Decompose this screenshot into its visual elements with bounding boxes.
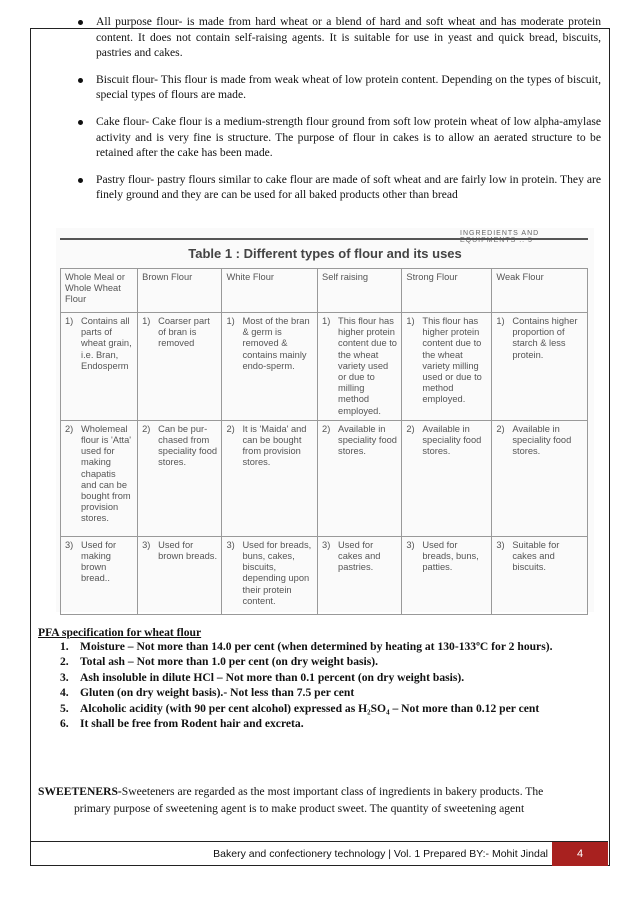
running-head: INGREDIENTS AND EQUIPMENTS :: 5 [460,230,540,244]
cell-text: Wholemeal flour is 'Atta' used for making chapatis and can be bought from provision stores. [81,423,132,524]
cell-text: Contains higher proportion of starch & less protein. [512,316,578,360]
bullet-biscuit-flour: Biscuit flour- This flour is made from weak wheat of low protein content. Depending on the types of biscuit, special types of flours are made. [96,72,601,102]
list-number: 1. [60,640,69,653]
sweeteners-paragraph [38,784,603,817]
cell-text: It is 'Maida' and can be bought from provision stores. [242,423,307,468]
cell-text: Available in speciality food stores. [422,423,482,457]
table-header-row [61,269,588,313]
item-number: 2) [496,423,505,434]
table-row [61,420,588,536]
item-number: 1) [65,316,74,326]
table-cell [492,313,588,421]
list-item [38,685,608,700]
cell-text: Used for making brown bread.. [81,539,117,584]
table-cell [138,313,222,421]
header-rule [60,238,588,240]
list-text: Ash insoluble in dilute HCl – Not more than 0.1 percent (on dry weight basis). [80,670,465,684]
table-row [61,313,588,421]
cell-text: Used for breads, buns, cakes, biscuits, depending upon their protein content. [242,539,312,606]
item-number: 3) [406,539,415,550]
list-number: 4. [60,686,69,700]
bullet-pastry-flour: Pastry flour- pastry flours similar to cake flour are made of soft wheat and are fairly low in protein. They are finely ground and they are can be used for all baked products other than bread [96,172,601,202]
list-item [38,701,608,716]
list-text: Total ash – Not more than 1.0 per cent (on dry weight basis). [80,655,379,669]
item-number: 2) [406,423,415,434]
list-item [38,716,608,731]
table-cell [402,536,492,614]
cell-text: Available in speciality food stores. [512,423,572,457]
page-number: 4 [552,842,608,866]
header-cell: White Flour [222,269,318,313]
table-cell [138,536,222,614]
header-cell: Brown Flour [138,269,222,313]
item-number: 2) [142,423,151,434]
cell-text: Contains all parts of wheat grain, i.e. Bran, Endosperm [81,316,132,371]
list-text: Gluten (on dry weight basis).- Not less than 7.5 per cent [80,686,355,700]
table-cell [402,420,492,536]
pfa-list [38,639,608,731]
item-number: 1) [496,316,505,326]
table-cell [138,420,222,536]
list-item [38,670,608,685]
list-text: Moisture – Not more than 14.0 per cent (when determined by heating at 130-133ºC for 2 hours). [80,640,553,653]
cell-text: Used for brown breads. [158,539,218,562]
table-cell [222,536,318,614]
table-cell [61,536,138,614]
cell-text: Available in speciality food stores. [338,423,397,457]
item-number: 1) [322,316,331,326]
cell-text: Coarser part of bran is removed [158,316,210,349]
table-cell [318,313,402,421]
list-number: 3. [60,670,69,684]
item-number: 3) [322,539,331,550]
item-number: 1) [142,316,151,326]
item-number: 2) [226,423,235,434]
pfa-specification [38,626,608,731]
cell-text: Used for cakes and pastries. [338,539,381,573]
pfa-heading: PFA specification for wheat flour [38,626,202,639]
flour-table-scan [56,228,594,612]
header-cell: Strong Flour [402,269,492,313]
bullet-all-purpose-flour: All purpose flour- is made from hard wheat or a blend of hard and soft wheat and has moderate protein content. It does not contain self-raising agents. It is suitable for use in yeast and quick bread, biscuits, pastries and cakes. [96,15,601,60]
cell-text: Suitable for cakes and biscuits. [512,539,560,573]
table-cell [61,420,138,536]
header-cell: Weak Flour [492,269,588,313]
table-row [61,536,588,614]
table-cell [61,313,138,421]
item-number: 3) [226,539,235,550]
sweeteners-heading: SWEETENERS- [38,785,122,798]
list-item [38,639,608,654]
cell-text: This flour has higher protein content due to the wheat variety milling used or due to method employed. [422,316,482,405]
bullet-cake-flour: Cake flour- Cake flour is a medium-strength flour ground from soft low protein wheat of low alpha-amylase activity and is very fine is structure. The purpose of flour in cakes is to allow an aerated structure to be retained after the cake has been made. [96,114,601,160]
table-cell [492,536,588,614]
table-cell [222,420,318,536]
sweeteners-text-line2: primary purpose of sweetening agent is to make product sweet. The quantity of sweetening agent [74,801,525,815]
list-number: 2. [60,655,69,669]
table-title: Table 1 : Different types of flour and its uses [188,246,462,261]
list-number: 5. [60,701,69,715]
item-number: 1) [406,316,415,326]
item-number: 2) [65,423,74,434]
list-text: It shall be free from Rodent hair and excreta. [80,717,304,731]
page-footer [30,841,608,866]
item-number: 3) [496,539,505,550]
header-cell: Whole Meal or Whole Wheat Flour [61,269,138,313]
table-cell [492,420,588,536]
table-cell [402,313,492,421]
list-text: Alcoholic acidity (with 90 per cent alcohol) expressed as H₂SO₄ – Not more than 0.12 per cent [80,701,540,715]
header-cell: Self raising [318,269,402,313]
item-number: 1) [226,316,235,326]
table-cell [318,420,402,536]
footer-text: Bakery and confectionery technology | Vol. 1 Prepared BY:- Mohit Jindal [213,848,548,860]
cell-text: Most of the bran & germ is removed & contains mainly endo-sperm. [242,316,310,371]
flour-types-table [60,268,588,615]
list-item [38,654,608,669]
table-cell [318,536,402,614]
item-number: 3) [142,539,151,550]
item-number: 2) [322,423,331,434]
cell-text: Used for breads, buns, patties. [422,539,479,573]
sweeteners-text-line1: Sweeteners are regarded as the most important class of ingredients in bakery products. The [121,785,544,798]
cell-text: Can be pur-chased from speciality food stores. [158,423,218,468]
item-number: 3) [65,539,74,550]
table-cell [222,313,318,421]
list-number: 6. [60,717,69,731]
cell-text: This flour has higher protein content due to the wheat variety used or due to milling method employed. [338,316,397,416]
flour-type-list [96,14,601,214]
